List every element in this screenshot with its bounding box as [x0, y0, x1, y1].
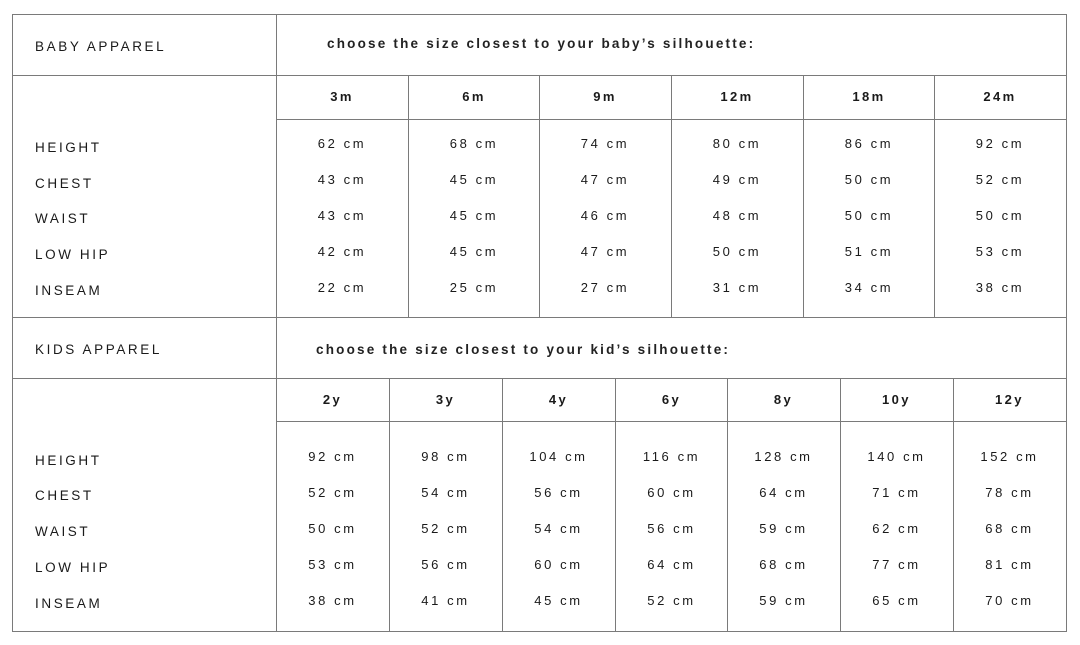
kids-value-cell: 41 cm	[421, 593, 470, 608]
baby-row-label-chest: CHEST	[35, 176, 94, 191]
kids-value-cell: 128 cm	[754, 449, 813, 464]
baby-value-cell: 47 cm	[580, 244, 630, 259]
baby-value-cell: 86 cm	[844, 136, 894, 151]
kids-value-cell: 64 cm	[759, 485, 808, 500]
kids-value-cell: 65 cm	[872, 593, 921, 608]
frame-top	[12, 14, 1067, 15]
baby-value-cell: 47 cm	[580, 172, 630, 187]
baby-section-bottom	[12, 317, 1067, 318]
baby-size-header: 24m	[983, 89, 1017, 104]
frame-right	[1066, 14, 1067, 632]
kids-value-cell: 140 cm	[867, 449, 926, 464]
kids-apparel-subtitle: choose the size closest to your kid’s silhouette:	[316, 342, 731, 357]
kids-value-cell: 60 cm	[647, 485, 696, 500]
kids-apparel-title: KIDS APPAREL	[35, 342, 162, 357]
baby-value-cell: 92 cm	[975, 136, 1025, 151]
baby-size-header: 18m	[852, 89, 886, 104]
baby-value-cell: 22 cm	[317, 280, 367, 295]
kids-value-cell: 53 cm	[308, 557, 357, 572]
kids-value-cell: 92 cm	[308, 449, 357, 464]
frame-bottom	[12, 631, 1067, 632]
kids-size-header: 6y	[661, 392, 682, 407]
baby-value-cell: 42 cm	[317, 244, 367, 259]
baby-row-label-height: HEIGHT	[35, 140, 102, 155]
kids-size-header: 8y	[773, 392, 794, 407]
baby-value-cell: 46 cm	[580, 208, 630, 223]
kids-value-cell: 54 cm	[534, 521, 583, 536]
baby-value-cell: 50 cm	[844, 172, 894, 187]
baby-value-cell: 45 cm	[449, 244, 499, 259]
kids-row-label-height: HEIGHT	[35, 453, 102, 468]
kids-header-bottom	[12, 378, 1067, 379]
kids-value-cell: 70 cm	[985, 593, 1034, 608]
baby-value-cell: 31 cm	[712, 280, 762, 295]
kids-value-cell: 54 cm	[421, 485, 470, 500]
kids-value-cell: 152 cm	[980, 449, 1039, 464]
frame-left	[12, 14, 13, 632]
baby-value-cell: 68 cm	[449, 136, 499, 151]
baby-value-cell: 50 cm	[975, 208, 1025, 223]
baby-row-label-inseam: INSEAM	[35, 283, 103, 298]
baby-value-cell: 38 cm	[975, 280, 1025, 295]
kids-value-cell: 116 cm	[642, 449, 701, 464]
kids-value-cell: 98 cm	[421, 449, 470, 464]
baby-row-label-waist: WAIST	[35, 211, 91, 226]
kids-value-cell: 62 cm	[872, 521, 921, 536]
baby-size-header: 6m	[462, 89, 486, 104]
kids-value-cell: 60 cm	[534, 557, 583, 572]
kids-value-cell: 56 cm	[647, 521, 696, 536]
kids-value-cell: 52 cm	[647, 593, 696, 608]
baby-value-cell: 43 cm	[317, 208, 367, 223]
kids-size-header: 2y	[322, 392, 343, 407]
baby-value-cell: 25 cm	[449, 280, 499, 295]
baby-value-cell: 50 cm	[712, 244, 762, 259]
baby-apparel-subtitle: choose the size closest to your baby’s silhouette:	[327, 36, 756, 51]
baby-size-header: 12m	[720, 89, 754, 104]
baby-value-cell: 51 cm	[844, 244, 894, 259]
kids-value-cell: 77 cm	[872, 557, 921, 572]
kids-value-cell: 59 cm	[759, 593, 808, 608]
kids-size-header: 4y	[548, 392, 569, 407]
baby-row-label-low-hip: LOW HIP	[35, 247, 111, 262]
label-column-divider	[276, 14, 277, 632]
baby-value-cell: 45 cm	[449, 208, 499, 223]
baby-value-cell: 49 cm	[712, 172, 762, 187]
baby-value-cell: 80 cm	[712, 136, 762, 151]
kids-row-label-low-hip: LOW HIP	[35, 560, 111, 575]
kids-value-cell: 78 cm	[985, 485, 1034, 500]
kids-sizes-bottom	[276, 421, 1067, 422]
kids-value-cell: 56 cm	[421, 557, 470, 572]
kids-value-cell: 59 cm	[759, 521, 808, 536]
kids-value-cell: 56 cm	[534, 485, 583, 500]
kids-row-label-chest: CHEST	[35, 488, 94, 503]
baby-value-cell: 34 cm	[844, 280, 894, 295]
baby-value-cell: 62 cm	[317, 136, 367, 151]
baby-size-header: 9m	[593, 89, 617, 104]
kids-row-label-waist: WAIST	[35, 524, 91, 539]
baby-value-cell: 74 cm	[580, 136, 630, 151]
kids-size-header: 3y	[435, 392, 456, 407]
size-chart	[12, 14, 1067, 632]
kids-value-cell: 50 cm	[308, 521, 357, 536]
baby-value-cell: 50 cm	[844, 208, 894, 223]
baby-value-cell: 43 cm	[317, 172, 367, 187]
baby-value-cell: 27 cm	[580, 280, 630, 295]
kids-value-cell: 52 cm	[308, 485, 357, 500]
kids-value-cell: 104 cm	[529, 449, 588, 464]
kids-value-cell: 64 cm	[647, 557, 696, 572]
baby-value-cell: 52 cm	[975, 172, 1025, 187]
kids-value-cell: 52 cm	[421, 521, 470, 536]
kids-value-cell: 45 cm	[534, 593, 583, 608]
kids-value-cell: 68 cm	[985, 521, 1034, 536]
kids-value-cell: 68 cm	[759, 557, 808, 572]
kids-row-label-inseam: INSEAM	[35, 596, 103, 611]
kids-size-header: 12y	[995, 392, 1024, 407]
kids-size-header: 10y	[882, 392, 911, 407]
kids-value-cell: 38 cm	[308, 593, 357, 608]
baby-value-cell: 53 cm	[975, 244, 1025, 259]
baby-size-header: 3m	[330, 89, 354, 104]
kids-value-cell: 71 cm	[872, 485, 921, 500]
kids-value-cell: 81 cm	[985, 557, 1034, 572]
baby-apparel-title: BABY APPAREL	[35, 39, 167, 54]
baby-value-cell: 48 cm	[712, 208, 762, 223]
baby-value-cell: 45 cm	[449, 172, 499, 187]
